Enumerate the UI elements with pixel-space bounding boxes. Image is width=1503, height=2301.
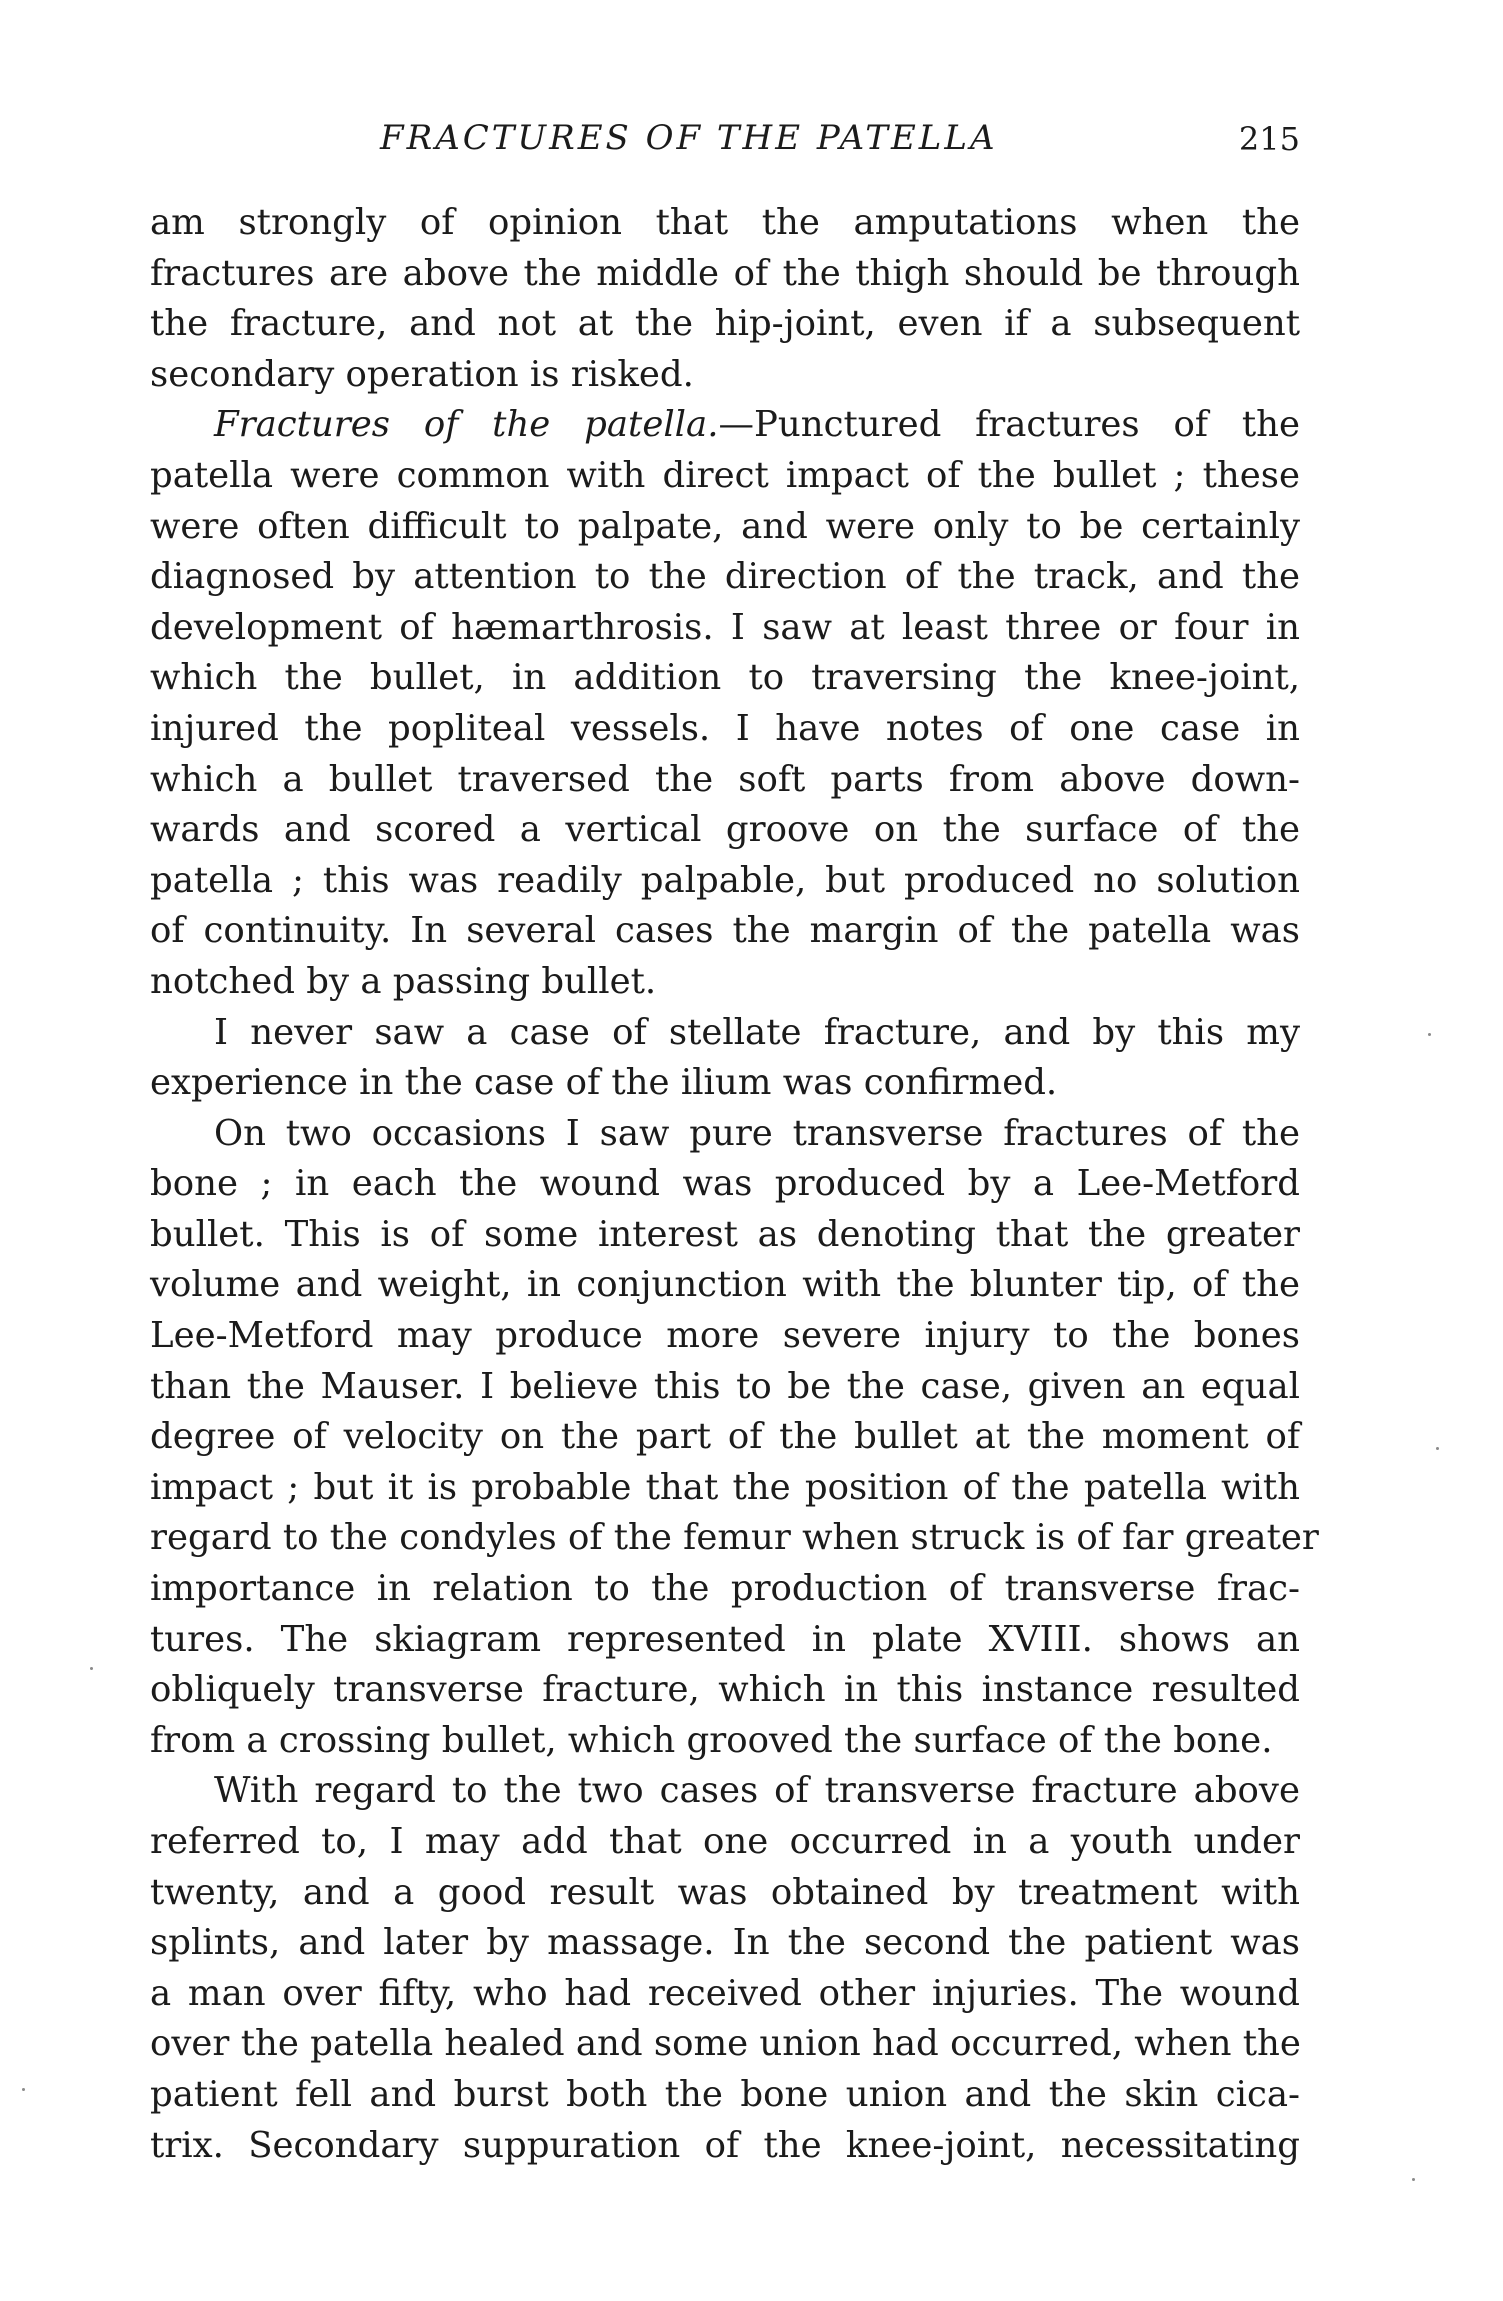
text-line: of continuity. In several cases the margin of the patella was	[150, 910, 1300, 952]
text-line: patella ; this was readily palpable, but produced no solution	[150, 859, 1300, 901]
paper-speck	[1436, 1447, 1439, 1450]
body-text	[150, 198, 1319, 2171]
text-line: from a crossing bullet, which grooved the surface of the bone.	[150, 1719, 1273, 1761]
section-heading-line	[150, 400, 1300, 451]
text-line: splints, and later by massage. In the second the patient was	[150, 1922, 1300, 1964]
text-line: secondary operation is risked.	[150, 353, 694, 395]
text-line: notched by a passing bullet.	[150, 960, 657, 1002]
running-title: FRACTURES OF THE PATELLA	[380, 118, 998, 158]
text-line: which the bullet, in addition to traversing the knee-joint,	[150, 657, 1300, 699]
text-line: than the Mauser. I believe this to be the case, given an equal	[150, 1365, 1300, 1407]
text-line: regard to the condyles of the femur when struck is of far greater	[150, 1517, 1319, 1559]
text-line: Lee-Metford may produce more severe injury to the bones	[150, 1315, 1300, 1357]
text-line: diagnosed by attention to the direction of the track, and the	[150, 556, 1300, 598]
text-line: importance in relation to the production of transverse frac-	[150, 1568, 1300, 1610]
text-line: experience in the case of the ilium was confirmed.	[150, 1062, 1058, 1104]
text-line: patient fell and burst both the bone union and the skin cica-	[150, 2073, 1300, 2115]
text-line: the fracture, and not at the hip-joint, even if a subsequent	[150, 303, 1300, 345]
text-line: I never saw a case of stellate fracture, and by this my	[214, 1011, 1300, 1053]
text-line: injured the popliteal vessels. I have notes of one case in	[150, 707, 1300, 749]
page-number: 215	[1238, 120, 1300, 158]
text-line: fractures are above the middle of the thigh should be through	[150, 252, 1300, 294]
text-line: degree of velocity on the part of the bullet at the moment of	[150, 1416, 1300, 1458]
text-line: obliquely transverse fracture, which in this instance resulted	[150, 1669, 1300, 1711]
text-line: volume and weight, in conjunction with the blunter tip, of the	[150, 1264, 1300, 1306]
section-heading-continuation: —Punctured fractures of the	[718, 404, 1300, 446]
text-line: which a bullet traversed the soft parts from above down-	[150, 758, 1300, 800]
text-line: patella were common with direct impact of the bullet ; these	[150, 454, 1300, 496]
paper-speck	[22, 2088, 25, 2091]
text-line: bullet. This is of some interest as denoting that the greater	[150, 1213, 1300, 1255]
text-line: impact ; but it is probable that the position of the patella with	[150, 1466, 1300, 1508]
text-line: were often difficult to palpate, and were only to be certainly	[150, 505, 1300, 547]
text-line: On two occasions I saw pure transverse fractures of the	[214, 1112, 1300, 1154]
text-line: am strongly of opinion that the amputations when the	[150, 202, 1300, 243]
text-line: over the patella healed and some union had occurred, when the	[150, 2023, 1301, 2065]
text-line: With regard to the two cases of transverse fracture above	[214, 1770, 1300, 1812]
text-line: referred to, I may add that one occurred in a youth under	[150, 1821, 1300, 1862]
text-line: a man over fifty, who had received other injuries. The wound	[150, 1972, 1300, 2014]
text-line: twenty, and a good result was obtained by treatment with	[150, 1871, 1300, 1913]
paper-speck	[1428, 1033, 1431, 1036]
text-line: development of hæmarthrosis. I saw at least three or four in	[150, 606, 1300, 648]
paper-speck	[1412, 2178, 1415, 2181]
running-head	[150, 118, 1300, 174]
paper-speck	[90, 1667, 93, 1670]
text-line: wards and scored a vertical groove on the surface of the	[150, 809, 1300, 851]
section-heading: Fractures of the patella.	[214, 404, 719, 446]
text-line: bone ; in each the wound was produced by a Lee-Metford	[150, 1163, 1300, 1205]
text-line: tures. The skiagram represented in plate XVIII. shows an	[150, 1618, 1300, 1660]
text-line: trix. Secondary suppuration of the knee-joint, necessitating	[150, 2124, 1300, 2166]
